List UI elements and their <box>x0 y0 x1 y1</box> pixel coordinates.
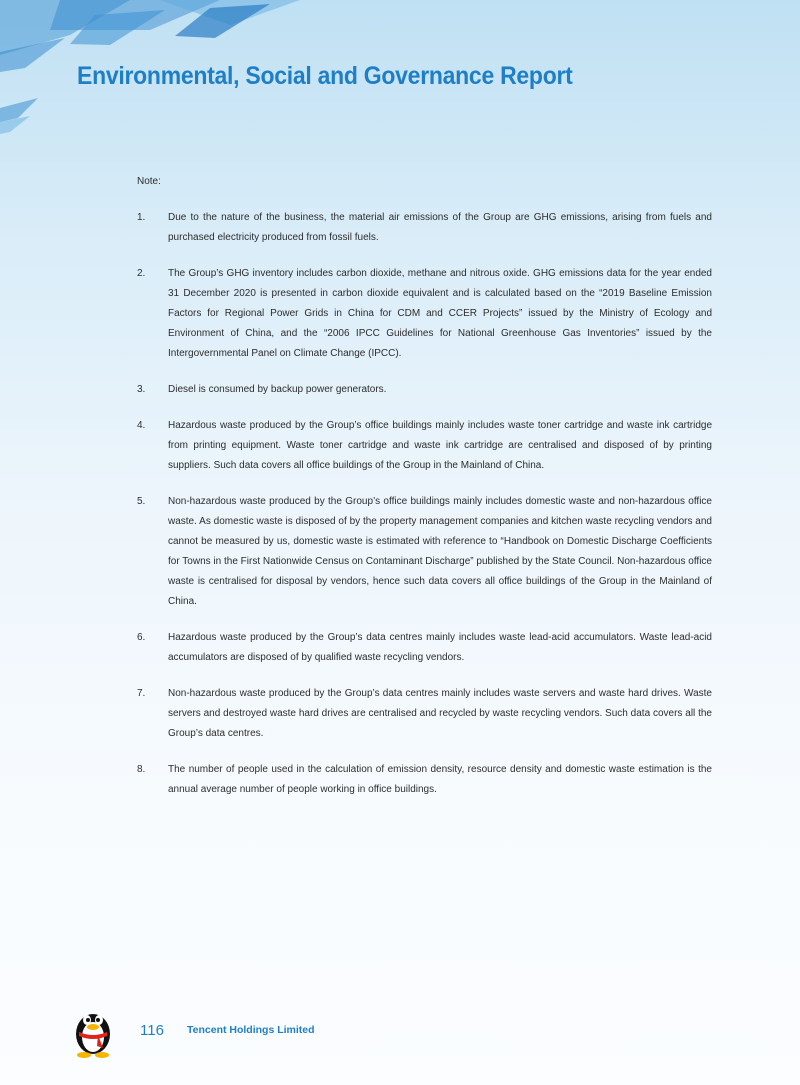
note-number: 2. <box>137 268 146 279</box>
note-number: 6. <box>137 632 146 643</box>
note-item-2 <box>137 264 712 364</box>
note-text: The number of people used in the calculation of emission density, resource density and domestic waste estimation is the annual average number of people working in office buildings. <box>168 764 712 795</box>
note-text: The Group’s GHG inventory includes carbon dioxide, methane and nitrous oxide. GHG emissions data for the year ended 31 December 2020 is presented in carbon dioxide equivalent and is calculated based on the “2019 Baseline Emission Factors for Regional Power Grids in China for CDM and CCER Projects” issued by the Ministry of Ecology and Environment of China, and the “2006 IPCC Guidelines for National Greenhouse Gas Inventories” issued by the Intergovernmental Panel on Climate Change (IPCC). <box>168 268 712 359</box>
penguin-icon <box>70 1004 116 1058</box>
note-item-7 <box>137 684 712 744</box>
note-item-3 <box>137 380 712 400</box>
note-item-8 <box>137 760 712 800</box>
page-number: 116 <box>140 1022 164 1039</box>
notes-heading: Note: <box>137 176 161 187</box>
note-item-5 <box>137 492 712 612</box>
company-name: Tencent Holdings Limited <box>187 1024 315 1036</box>
report-title: Environmental, Social and Governance Report <box>77 62 573 90</box>
note-text: Due to the nature of the business, the material air emissions of the Group are GHG emissions, arising from fuels and purchased electricity produced from fossil fuels. <box>168 212 712 243</box>
note-number: 4. <box>137 420 146 431</box>
note-number: 8. <box>137 764 146 775</box>
note-number: 5. <box>137 496 146 507</box>
note-number: 3. <box>137 384 146 395</box>
note-text: Non-hazardous waste produced by the Group’s office buildings mainly includes domestic waste and non-hazardous office waste. As domestic waste is disposed of by the property management companies and kitchen waste recycling vendors and cannot be measured by us, domestic waste is estimated with reference to “Handbook on Domestic Discharge Coefficients for Towns in the First Nationwide Census on Contaminant Discharge” published by the State Council. Non-hazardous office waste is centralised for disposal by vendors, hence such data covers all office buildings of the Group in the Mainland of China. <box>168 496 712 607</box>
note-text: Hazardous waste produced by the Group’s data centres mainly includes waste lead-acid accumulators. Waste lead-acid accumulators are disposed of by qualified waste recycling vendors. <box>168 632 712 663</box>
note-text: Hazardous waste produced by the Group’s office buildings mainly includes waste toner cartridge and waste ink cartridge from printing equipment. Waste toner cartridge and waste ink cartridge are centralised and disposed of by printing suppliers. Such data covers all office buildings of the Group in the Mainland of China. <box>168 420 712 471</box>
note-item-6 <box>137 628 712 668</box>
note-item-4 <box>137 416 712 476</box>
note-number: 7. <box>137 688 146 699</box>
note-text: Non-hazardous waste produced by the Group’s data centres mainly includes waste servers and waste hard drives. Waste servers and destroyed waste hard drives are centralised and recycled by waste recycling vendors. Such data covers all the Group’s data centres. <box>168 688 712 739</box>
note-text: Diesel is consumed by backup power generators. <box>168 384 387 395</box>
page-footer <box>70 1000 470 1060</box>
note-number: 1. <box>137 212 146 223</box>
note-item-1 <box>137 208 712 248</box>
notes-section <box>137 172 712 816</box>
